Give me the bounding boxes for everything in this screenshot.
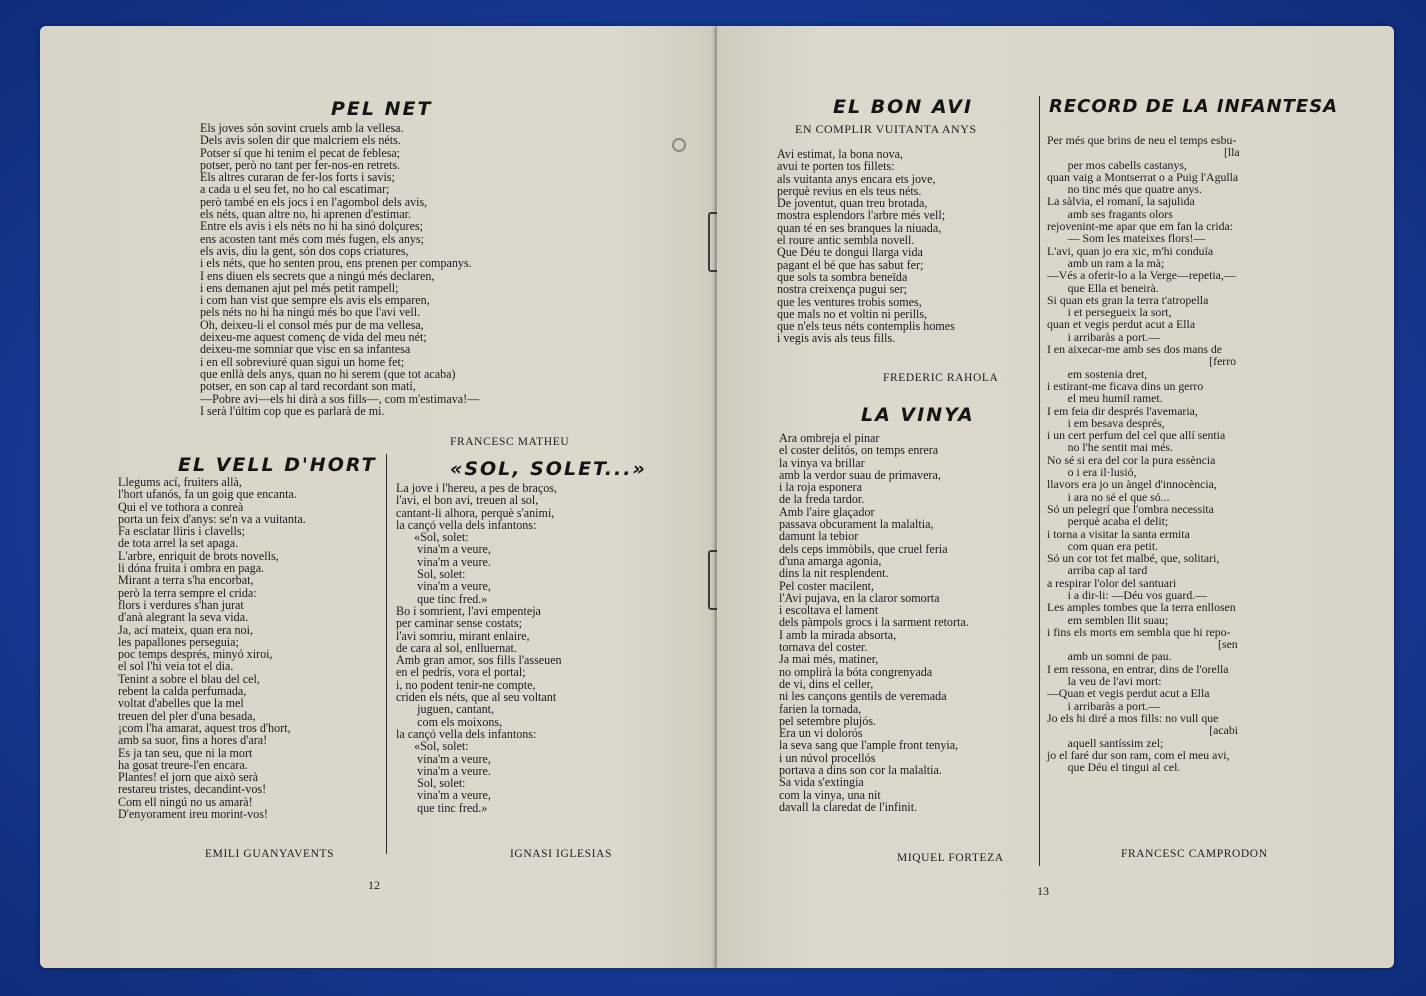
poem-line: Qui el ve tothora a conreà — [118, 499, 244, 514]
page-number-left: 12 — [368, 878, 380, 892]
poem-line: Ja, ací mateix, quan era noi, — [118, 622, 253, 637]
sol-solet-author: IGNASI IGLESIAS — [510, 848, 612, 860]
pel-net-author: FRANCESC MATHEU — [450, 436, 570, 448]
poem-line: Sol, solet: — [396, 567, 466, 582]
poem-line: I em feia dir després l'avemaria, — [1047, 403, 1198, 418]
bon-avi-author: FREDERIC RAHOLA — [883, 372, 999, 384]
poem-line: —Pobre avi—els hi dirà a sos fills—, com m'estimava!— — [200, 391, 480, 406]
poem-line: Es ja tan seu, que ni la mort — [118, 745, 253, 760]
poem-line: perquè acaba el delit; — [1047, 514, 1169, 529]
poem-line: Ara ombreja el pinar — [779, 431, 880, 445]
poem-line: l'hort ufanós, fa un goig que encanta. — [118, 487, 297, 502]
poem-line: que tinc fred.» — [396, 800, 488, 815]
poem-line: d'anà alegrant la seva vida. — [118, 610, 249, 625]
poem-line: criden els néts, que al seu voltant — [396, 690, 557, 705]
punch-hole — [672, 138, 686, 152]
poem-line: vina'm a veure, — [396, 788, 491, 803]
poem-line: li dóna fruita i ombra en paga. — [118, 561, 265, 576]
poem-line: tornava del coster. — [779, 640, 868, 655]
page-number-right: 13 — [1037, 884, 1049, 898]
poem-line: Els joves són sovint cruels amb la vellesa. — [200, 121, 404, 135]
poem-line: Só un pelegrí que l'ombra necessita — [1047, 501, 1214, 516]
poem-line: Tenint a sobre el blau del cel, — [118, 671, 260, 686]
poem-line: porta un feix d'anys: se'n va a vuitanta. — [118, 511, 306, 526]
right-page — [717, 26, 1394, 968]
poem-line: Fa esclatar lliris i clavells; — [118, 524, 245, 539]
poem-line: en el pedrís, vora el portal; — [396, 665, 526, 680]
poem-line: vina'm a veure, — [396, 751, 491, 766]
poem-line: de cara al sol, enlluernat. — [396, 640, 517, 655]
poem-line: pel setembre plujós. — [779, 713, 877, 728]
poem-line: —Quan et vegis perdut acut a Ella — [1047, 686, 1210, 701]
poem-line: vina'm a veure, — [396, 579, 491, 594]
poem-line: i a dir-li: —Déu vos guard.— — [1047, 587, 1207, 602]
poem-line: i escoltava el lament — [779, 603, 879, 618]
poem-line: per mos cabells castanys, — [1047, 157, 1187, 172]
bon-avi-poem — [777, 148, 955, 345]
poem-line: Els altres curaran de fer-los forts i savis; — [200, 170, 395, 185]
column-divider — [386, 454, 387, 854]
poem-line: amb ses fragants olors — [1047, 206, 1173, 221]
pel-net-poem — [200, 122, 479, 417]
poem-line: «Sol, solet: — [396, 530, 469, 545]
poem-line: però també en els jocs i en l'agombol dels avis, — [200, 194, 428, 209]
poem-line: restareu tristes, decandint-vos! — [118, 782, 267, 797]
poem-line: potser, en son cap al tard recordant son matí, — [200, 379, 416, 394]
open-booklet — [40, 26, 1394, 968]
poem-line: les papallones perseguia; — [118, 634, 239, 649]
poem-line: i fins els morts em sembla que hi repo- — [1047, 624, 1231, 639]
poem-line: com la vinya, una nit — [779, 787, 881, 802]
poem-line: Llegums ací, fruiters allà, — [118, 475, 242, 489]
poem-line: Oh, deixeu-li el consol més pur de ma vellesa, — [200, 317, 424, 332]
poem-line: no omplirà la bóta congrenyada — [779, 664, 933, 679]
poem-line: Potser sí que hi tenim el pecat de feblesa; — [200, 145, 401, 160]
poem-line: Si quan ets gran la terra t'atropella — [1047, 292, 1209, 307]
record-title: RECORD DE LA INFANTESA — [1049, 96, 1339, 117]
poem-line: que les ventures trobis somes, — [777, 294, 922, 309]
poem-line: L'avi, quan jo era xic, m'hi conduïa — [1047, 243, 1214, 258]
poem-line: voltat d'abelles que la mel — [118, 696, 244, 711]
poem-line: la cançó vella dels infantons: — [396, 726, 537, 741]
poem-line: jo el faré dur son ram, com el meu avi, — [1047, 747, 1230, 762]
vinya-poem — [779, 432, 969, 813]
poem-line: l'avi somriu, mirant enlaire, — [396, 628, 530, 643]
poem-line: i ara no sé el que só... — [1047, 489, 1170, 504]
poem-line: i un núvol procellós — [779, 750, 876, 765]
poem-line: Les amples tombes que la terra enllosen — [1047, 600, 1236, 615]
poem-line: Mirant a terra s'ha encorbat, — [118, 573, 254, 588]
poem-line: i un cert perfum del cel que allí sentia — [1047, 428, 1226, 443]
poem-line: juguen, cantant, — [396, 702, 495, 717]
poem-line: D'enyorament ireu morint-vos! — [118, 807, 268, 822]
poem-line: vina'm a veure. — [396, 554, 491, 569]
vell-hort-author: EMILI GUANYAVENTS — [205, 848, 335, 860]
poem-line: treuen del pler d'una besada, — [118, 708, 256, 723]
poem-line: cantant-li alhora, perquè s'animi, — [396, 505, 555, 520]
poem-line: vina'm a veure. — [396, 763, 491, 778]
poem-line: que enllà dels anys, quan no hi serem (que tot acaba) — [200, 366, 456, 381]
poem-line: Que Déu te dongui llarga vida — [777, 245, 923, 260]
poem-line: mostra esplendors l'arbre més vell; — [777, 208, 946, 223]
poem-line: quan vaig a Montserrat o a Puig l'Agulla — [1047, 169, 1239, 184]
poem-line: La jove i l'hereu, a pes de braços, — [396, 481, 558, 495]
vell-hort-poem — [118, 476, 306, 820]
poem-line: amb un somni de pau. — [1047, 649, 1172, 664]
poem-line: d'una amarga agonia, — [779, 553, 882, 568]
poem-line: potser, però no tant per fer-nos-en retrets. — [200, 157, 401, 172]
poem-line: el roure antic sembla novell. — [777, 233, 915, 248]
poem-line: amb sa suor, fins a hores d'ara! — [118, 733, 268, 748]
poem-line: el sol l'hi veia tot el dia. — [118, 659, 234, 674]
poem-line: De joventut, quan treu brotada, — [777, 196, 928, 211]
poem-line: i la roja esponera — [779, 480, 862, 495]
poem-line: i, no podent tenir-ne compte, — [396, 677, 536, 692]
poem-line: als vuitanta anys encara ets jove, — [777, 171, 936, 186]
poem-line: Só un cor tot fet malbé, que, solitari, — [1047, 551, 1220, 566]
poem-line: i vegis avis als teus fills. — [777, 331, 896, 346]
poem-line: com els moixons, — [396, 714, 503, 729]
poem-line: deixeu-me aquest començ de vida del meu nét; — [200, 330, 427, 345]
poem-line: Era un vi dolorós — [779, 726, 863, 741]
poem-line: avui te porten tos fillets: — [777, 159, 895, 174]
poem-line: davall la claredat de l'infinit. — [779, 799, 918, 814]
poem-line: Avi estimat, la bona nova, — [777, 147, 904, 161]
poem-line: que Déu el tingui al cel. — [1047, 760, 1181, 775]
poem-line: que n'els teus néts contemplis homes — [777, 319, 955, 334]
poem-line: No sé si era del cor la pura essència — [1047, 452, 1216, 467]
poem-line: quan té en ses branques la niuada, — [777, 220, 942, 235]
poem-line: Dels avis solen dir que malcriem els néts. — [200, 133, 401, 148]
poem-line: Entre els avis i els néts no hi ha sinó dolçures; — [200, 219, 424, 234]
poem-line: com quan era petit. — [1047, 538, 1159, 553]
poem-line: la veu de l'avi mort: — [1047, 674, 1162, 689]
poem-line: la cançó vella dels infantons: — [396, 517, 537, 532]
poem-line: no l'he sentit mai més. — [1047, 440, 1173, 455]
poem-line: pels néts no hi ha ningú més bo que l'avi vell. — [200, 305, 421, 320]
left-page — [40, 26, 717, 968]
poem-line: dels pàmpols grocs i la sarment retorta. — [779, 615, 969, 630]
poem-line: I ens diuen els secrets que a ningú més declaren, — [200, 268, 435, 283]
poem-line: i estirant-me ficava dins un gerro — [1047, 378, 1204, 393]
poem-line: vina'm a veure, — [396, 542, 491, 557]
poem-line: rejovenint-me apar que em fan la crida: — [1047, 219, 1234, 234]
poem-line: [acabi — [1047, 723, 1239, 738]
poem-line: ens acosten tant més com més fugen, els anys; — [200, 231, 425, 246]
poem-line: que Ella et beneirà. — [1047, 280, 1159, 295]
poem-line: els néts, quan altre no, hi aprenen d'estimar. — [200, 207, 412, 222]
vell-hort-title: EL VELL D'HORT — [178, 454, 377, 476]
poem-line: deixeu-me somniar que visc en sa infantesa — [200, 342, 411, 357]
poem-line: L'arbre, enriquit de brots novells, — [118, 548, 279, 563]
poem-line: l'Avi pujava, en la claror somorta — [779, 590, 940, 605]
poem-line: — Som les mateixes flors!— — [1047, 231, 1206, 246]
poem-line: flors i verdures s'han jurat — [118, 597, 244, 612]
poem-line: Sol, solet: — [396, 776, 466, 791]
poem-line: I em ressona, en entrar, dins de l'orella — [1047, 661, 1229, 676]
poem-line: que tinc fred.» — [396, 591, 488, 606]
poem-line: pagant el bé que has sabut fer; — [777, 257, 924, 272]
poem-line: dins la nit resplendent. — [779, 566, 889, 581]
poem-line: I serà l'últim cop que es parlarà de mi. — [200, 403, 385, 418]
vinya-author: MIQUEL FORTEZA — [897, 852, 1004, 864]
bon-avi-subtitle: EN COMPLIR VUITANTA ANYS — [795, 122, 977, 136]
poem-line: ha gosat treure-l'en encara. — [118, 757, 248, 772]
poem-line: de vi, dins el celler, — [779, 676, 874, 691]
poem-line: Com ell ningú no us amarà! — [118, 794, 253, 809]
poem-line: Per més que brins de neu el temps esbu- — [1047, 133, 1237, 147]
poem-line: i em besava després, — [1047, 415, 1165, 430]
poem-line: no tinc més que quatre anys. — [1047, 182, 1202, 197]
poem-line: portava a dins son cor la malaltia. — [779, 763, 942, 778]
poem-line: dels ceps immòbils, que cruel feria — [779, 541, 948, 556]
poem-line: perquè revius en els teus néts. — [777, 183, 922, 198]
poem-line: de la freda tardor. — [779, 492, 865, 507]
poem-line: «Sol, solet: — [396, 739, 469, 754]
poem-line: l'avi, el bon avi, treuen al sol, — [396, 493, 539, 508]
poem-line: em semblen llit suau; — [1047, 612, 1169, 627]
poem-line: i arribaràs a port.— — [1047, 329, 1161, 344]
poem-line: passava obcurament la malaltia, — [779, 517, 934, 532]
poem-line: que mals no et voltin ni perills, — [777, 306, 928, 321]
poem-line: i com han vist que sempre els avis els emparen, — [200, 293, 430, 308]
poem-line: i ens demanen ajut pel més petit rampell; — [200, 280, 399, 295]
poem-line: que sols ta sombra beneïda — [777, 269, 908, 284]
poem-line: rebent la calda perfumada, — [118, 684, 247, 699]
poem-line: [ferro — [1047, 354, 1237, 369]
poem-line: I en aixecar-me amb ses dos mans de — [1047, 342, 1223, 357]
poem-line: però la terra sempre el crida: — [118, 585, 257, 600]
poem-line: el meu humil ramet. — [1047, 391, 1163, 406]
sol-solet-poem — [396, 482, 562, 814]
sol-solet-title: «SOL, SOLET...» — [450, 458, 647, 480]
poem-line: Plantes! el jorn que això serà — [118, 770, 259, 785]
poem-line: Amb gran amor, sos fills l'asseuen — [396, 653, 562, 668]
poem-line: La sàlvia, el romaní, la sajulida — [1047, 194, 1195, 209]
poem-line: o i era il·lusió, — [1047, 465, 1137, 480]
vinya-title: LA VINYA — [861, 404, 975, 426]
poem-line: la vinya va brillar — [779, 455, 865, 470]
poem-line: quan et vegis perdut acut a Ella — [1047, 317, 1196, 332]
poem-line: ni les cançons gentils de veremada — [779, 689, 947, 704]
poem-line: els avis, diu la gent, són dos cops criatures, — [200, 243, 409, 258]
poem-line: Bo i somrient, l'avi empenteja — [396, 603, 541, 618]
poem-line: per caminar sense costats; — [396, 616, 522, 631]
poem-line: i et persegueix la sort, — [1047, 305, 1172, 320]
poem-line: nostra creixença pugui ser; — [777, 282, 907, 297]
poem-line: i en ell sobreviuré quan sigui un home fet; — [200, 354, 405, 369]
poem-line: [sen — [1047, 637, 1238, 652]
poem-line: em sostenia dret, — [1047, 366, 1148, 381]
poem-line: la seva sang que l'ample front tenyia, — [779, 738, 959, 753]
poem-line: Ja mai més, matiner, — [779, 652, 879, 667]
poem-line: [lla — [1047, 145, 1240, 160]
poem-line: Jo els hi diré a mos fills: no vull que — [1047, 710, 1219, 725]
poem-line: a cada u el seu fet, no ho cal escatimar; — [200, 182, 390, 197]
pel-net-title: PEL NET — [331, 98, 433, 120]
poem-line: poc temps després, minyó xiroi, — [118, 647, 273, 662]
poem-line: de tota arrel la set apaga. — [118, 536, 239, 551]
poem-line: i arribaràs a port.— — [1047, 698, 1161, 713]
poem-line: a respirar l'olor del santuari — [1047, 575, 1177, 590]
column-divider-right — [1039, 96, 1040, 866]
poem-line: farien la tornada, — [779, 701, 862, 716]
poem-line: I amb la mirada absorta, — [779, 627, 897, 642]
poem-line: Amb l'aire glaçador — [779, 504, 875, 519]
poem-line: amb la verdor suau de primavera, — [779, 467, 941, 482]
poem-line: ¡com l'ha amarat, aquest tros d'hort, — [118, 720, 291, 735]
poem-line: Sa vida s'extingia — [779, 775, 864, 790]
poem-line: i torna a visitar la santa ermita — [1047, 526, 1190, 541]
record-author: FRANCESC CAMPRODON — [1121, 848, 1268, 860]
poem-line: aquell santíssim zel; — [1047, 735, 1164, 750]
poem-line: —Vés a oferir-lo a la Verge—repetia,— — [1047, 268, 1236, 283]
poem-line: amb un ram a la mà; — [1047, 255, 1165, 270]
poem-line: i els néts, que ho senten prou, ens prenen per companys. — [200, 256, 472, 271]
poem-line: arriba cap al tard — [1047, 563, 1148, 578]
poem-line: Pel coster macilent, — [779, 578, 875, 593]
bon-avi-title: EL BON AVI — [833, 96, 974, 118]
record-poem — [1047, 134, 1240, 773]
poem-line: damunt la tebior — [779, 529, 859, 544]
poem-line: el coster delitós, on temps enrera — [779, 443, 939, 458]
poem-line: llavors era jo un àngel d'innocència, — [1047, 477, 1217, 492]
